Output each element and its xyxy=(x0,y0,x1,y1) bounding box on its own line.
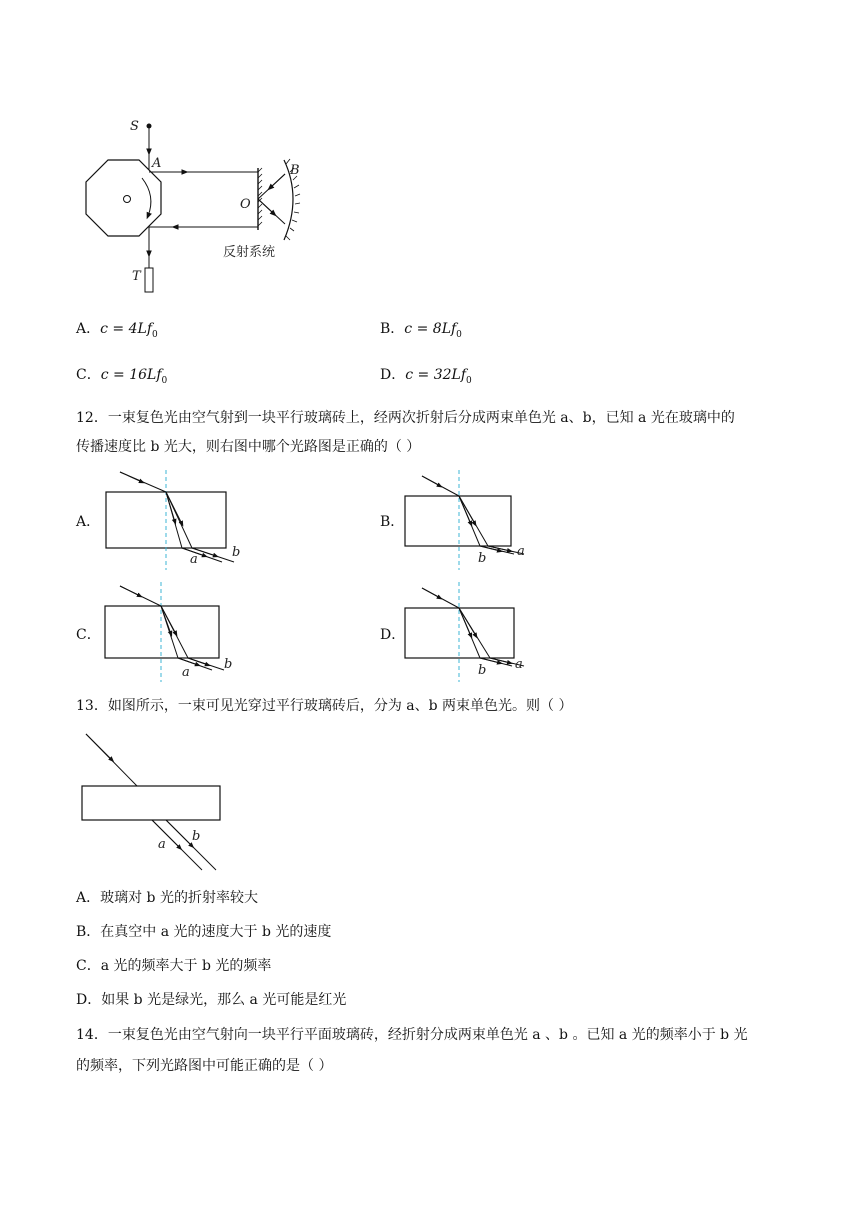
q12-option-c-letter[interactable]: C． xyxy=(76,627,101,643)
label-o: O xyxy=(240,197,251,212)
glass-block xyxy=(105,606,219,658)
ray-label-right: a xyxy=(517,544,525,559)
ray-label-b: b xyxy=(192,829,201,844)
label-t: T xyxy=(132,269,141,284)
q11-option-c[interactable]: C．$c = 16Lf_0$ xyxy=(76,367,168,386)
q14-stem-line2: 的频率，下列光路图中可能正确的是（ ） xyxy=(76,1058,333,1074)
q14-stem-line1: 14．一束复色光由空气射向一块平行平面玻璃砖，经折射分成两束单色光 a 、b 。已知 a 光的频率小于 b 光 xyxy=(76,1027,748,1043)
ray-label-left: a xyxy=(182,665,190,680)
ray-label-right: b xyxy=(232,545,241,560)
q13-option-b[interactable]: B．在真空中 a 光的速度大于 b 光的速度 xyxy=(76,924,332,940)
q11-option-b[interactable]: B．$c = 8Lf_0$ xyxy=(380,321,462,340)
q12-option-a-letter[interactable]: A． xyxy=(76,514,101,530)
q11-option-d[interactable]: D．$c = 32Lf_0$ xyxy=(380,367,472,386)
q12-option-b-letter[interactable]: B． xyxy=(380,514,405,530)
label-s: S xyxy=(130,119,139,134)
q12-figure-b[interactable] xyxy=(400,466,560,570)
ray-label-left: a xyxy=(190,552,198,567)
q12-figure-d[interactable] xyxy=(400,578,560,682)
q13-option-d[interactable]: D．如果 b 光是绿光，那么 a 光可能是红光 xyxy=(76,992,347,1008)
q13-option-a[interactable]: A．玻璃对 b 光的折射率较大 xyxy=(76,890,258,906)
ray-label-left: b xyxy=(478,663,487,678)
ray-label-right: a xyxy=(515,657,523,672)
q11-apparatus-diagram xyxy=(80,110,320,310)
glass-block xyxy=(82,786,220,820)
q12-stem-line2: 传播速度比 b 光大，则右图中哪个光路图是正确的（ ） xyxy=(76,439,421,455)
q12-figure-c[interactable] xyxy=(100,578,260,682)
q12-stem-line1: 12．一束复色光由空气射到一块平行玻璃砖上，经两次折射后分成两束单色光 a、b，已知 a 光在玻璃中的 xyxy=(76,410,735,426)
rotation-arrow xyxy=(142,178,151,216)
q12-figure-a[interactable] xyxy=(100,466,260,570)
label-b: B xyxy=(290,163,300,178)
q12-option-d-letter[interactable]: D． xyxy=(380,627,406,643)
ray-label-right: b xyxy=(224,657,233,672)
ray-label-a: a xyxy=(158,837,166,852)
telescope xyxy=(145,268,153,292)
q13-stem: 13．如图所示，一束可见光穿过平行玻璃砖后，分为 a、b 两束单色光。则（ ） xyxy=(76,698,573,714)
label-a: A xyxy=(152,156,162,171)
ray-label-left: b xyxy=(478,551,487,566)
q13-option-c[interactable]: C．a 光的频率大于 b 光的频率 xyxy=(76,958,272,974)
reflect-system-label: 反射系统 xyxy=(223,245,276,260)
q13-figure xyxy=(78,730,228,876)
q11-option-a[interactable]: A．$c = 4Lf_0$ xyxy=(76,321,158,340)
glass-block xyxy=(405,496,511,546)
